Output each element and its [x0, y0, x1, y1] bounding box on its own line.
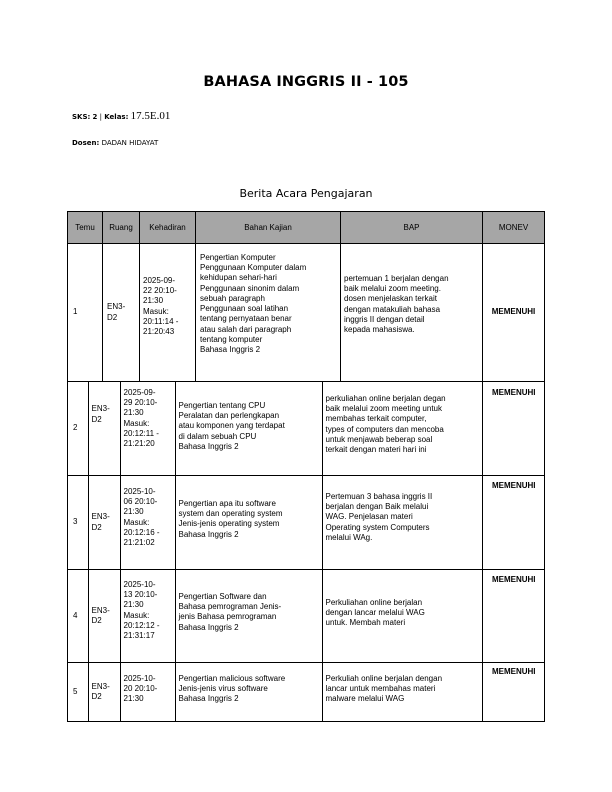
- table-header-row: [68, 212, 545, 244]
- bap-cell: pertemuan 1 berjalan dengan baik melalui zoom meeting. dosen menjelaskan terkait dengan matakuliah bahasa inggris II dengan detail kepada mahasiswa.: [341, 244, 483, 382]
- monev-cell: MEMENUHI: [482, 570, 545, 662]
- ruang-cell: EN3- D2: [88, 570, 120, 662]
- bap-cell: Pertemuan 3 bahasa inggris II berjalan dengan Baik melalui WAG. Penjelasan materi Operating system Computers melalui WAg.: [322, 476, 482, 569]
- kehadiran-cell: 2025-09- 29 20:10- 21:30 Masuk: 20:12:11 - 21:21:20: [120, 382, 175, 475]
- bahan-kajian-cell: Pengertian Software dan Bahasa pemrograman Jenis- jenis Bahasa pemrograman Bahasa Inggris 2: [175, 570, 322, 662]
- table-row: [68, 244, 545, 382]
- ruang-cell: EN3- D2: [88, 663, 120, 721]
- col-header-ruang: Ruang: [103, 212, 140, 244]
- monev-cell: MEMENUHI: [482, 476, 545, 569]
- lecturer-meta: [72, 139, 158, 147]
- temu-cell: 2: [68, 382, 88, 475]
- table-row: [68, 476, 545, 570]
- col-header-bap: BAP: [341, 212, 483, 244]
- ruang-cell: EN3- D2: [88, 382, 120, 475]
- dosen-label: Dosen:: [72, 139, 100, 147]
- meta-separator: |: [99, 113, 103, 121]
- sks-value: 2: [92, 113, 98, 121]
- temu-cell: 5: [68, 663, 88, 721]
- bahan-kajian-cell: Pengertian malicious software Jenis-jenis virus software Bahasa Inggris 2: [175, 663, 322, 721]
- sks-label: SKS:: [72, 113, 91, 121]
- row-inner-2: [68, 382, 545, 475]
- col-header-bahan-kajian: Bahan Kajian: [196, 212, 341, 244]
- temu-cell: 3: [68, 476, 88, 569]
- table-row: [68, 570, 545, 663]
- row-inner-5: [68, 663, 545, 721]
- table-row: [68, 382, 545, 476]
- bap-cell: Perkuliahan online berjalan dengan lancar melalui WAG untuk. Membah materi: [322, 570, 482, 662]
- row-inner-3: [68, 476, 545, 569]
- dosen-value: DADAN HIDAYAT: [101, 139, 159, 147]
- monev-cell: MEMENUHI: [483, 244, 545, 382]
- bap-table: [67, 211, 545, 722]
- ruang-cell: EN3- D2: [88, 476, 120, 569]
- page-title: BAHASA INGGRIS II - 105: [203, 74, 409, 90]
- kehadiran-cell: 2025-10- 06 20:10- 21:30 Masuk: 20:12:16 - 21:21:02: [120, 476, 175, 569]
- ruang-cell: EN3- D2: [103, 244, 140, 382]
- row-inner-4: [68, 570, 545, 662]
- bahan-kajian-cell: Pengertian apa itu software system dan operating system Jenis-jenis operating system Bahasa Inggris 2: [175, 476, 322, 569]
- bahan-kajian-cell: Pengertian Komputer Penggunaan Komputer dalam kehidupan sehari-hari Penggunaan sinonim dalam sebuah paragraph Penggunaan soal latihan tentang pernyataan benar atau salah dari paragraph tentang komputer Bahasa Inggris 2: [196, 244, 341, 382]
- bahan-kajian-cell: Pengertian tentang CPU Peralatan dan perlengkapan atau komponen yang terdapat di dalam sebuah CPU Bahasa Inggris 2: [175, 382, 322, 475]
- col-header-monev: MONEV: [483, 212, 545, 244]
- bap-cell: perkuliahan online berjalan degan baik melalui zoom meeting untuk membahas terkait computer, types of computers dan mencoba untuk menjawab beberap soal terkait dengan materi hari ini: [322, 382, 482, 475]
- monev-cell: MEMENUHI: [482, 663, 545, 721]
- temu-cell: 4: [68, 570, 88, 662]
- section-title: Berita Acara Pengajaran: [239, 187, 373, 200]
- col-header-kehadiran: Kehadiran: [140, 212, 196, 244]
- course-meta: [72, 110, 170, 122]
- kehadiran-cell: 2025-10- 20 20:10- 21:30: [120, 663, 175, 721]
- kelas-label: Kelas:: [104, 113, 129, 121]
- temu-cell: 1: [68, 244, 103, 382]
- bap-cell: Perkuliah online berjalan dengan lancar untuk membahas materi malware melalui WAG: [322, 663, 482, 721]
- monev-cell: MEMENUHI: [482, 382, 545, 475]
- kelas-value: 17.5E.01: [130, 110, 171, 122]
- table-row: [68, 663, 545, 722]
- kehadiran-cell: 2025-09- 22 20:10- 21:30 Masuk: 20:11:14 - 21:20:43: [140, 244, 196, 382]
- col-header-temu: Temu: [68, 212, 103, 244]
- kehadiran-cell: 2025-10- 13 20:10- 21:30 Masuk: 20:12:12 - 21:31:17: [120, 570, 175, 662]
